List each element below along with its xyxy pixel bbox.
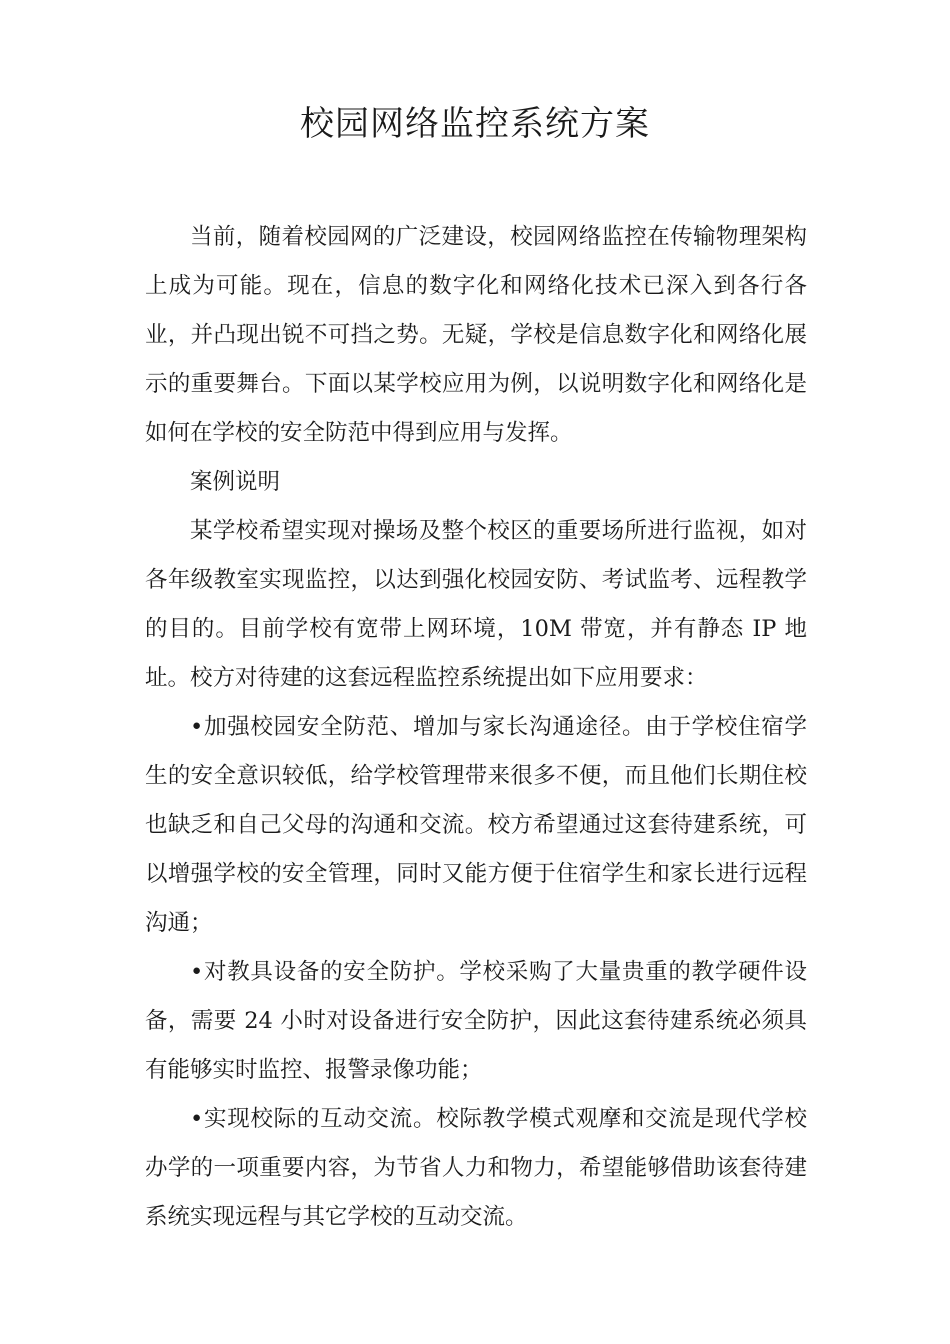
paragraph-case-heading: 案例说明 — [190, 469, 281, 495]
document-title: 校园网络监控系统方案 — [300, 104, 650, 144]
document-body — [145, 213, 807, 1242]
paragraph-intro: 当前，随着校园网的广泛建设，校园网络监控在传输物理架构上成为可能。现在，信息的数字化和网络化技术已深入到各行各业，并凸现出锐不可挡之势。无疑，学校是信息数字化和网络化展示的重要舞台。下面以某学校应用为例，以说明数字化和网络化是如何在学校的安全防范中得到应用与发挥。 — [145, 224, 807, 446]
paragraph-requirement-equipment: •对教具设备的安全防护。学校采购了大量贵重的教学硬件设备，需要 24 小时对设备进行安全防护，因此这套待建系统必须具有能够实时监控、报警录像功能； — [145, 959, 807, 1083]
paragraph-requirement-safety: •加强校园安全防范、增加与家长沟通途径。由于学校住宿学生的安全意识较低，给学校管理带来很多不便，而且他们长期住校也缺乏和自己父母的沟通和交流。校方希望通过这套待建系统，可以增强学校的安全管理，同时又能方便于住宿学生和家长进行远程沟通； — [145, 714, 807, 936]
paragraph-requirement-exchange: •实现校际的互动交流。校际教学模式观摩和交流是现代学校办学的一项重要内容，为节省人力和物力，希望能够借助该套待建系统实现远程与其它学校的互动交流。 — [145, 1106, 807, 1230]
paragraph-case-description: 某学校希望实现对操场及整个校区的重要场所进行监视，如对各年级教室实现监控，以达到强化校园安防、考试监考、远程教学的目的。目前学校有宽带上网环境，10M 带宽，并有静态 IP 地址。校方对待建的这套远程监控系统提出如下应用要求： — [145, 518, 807, 691]
